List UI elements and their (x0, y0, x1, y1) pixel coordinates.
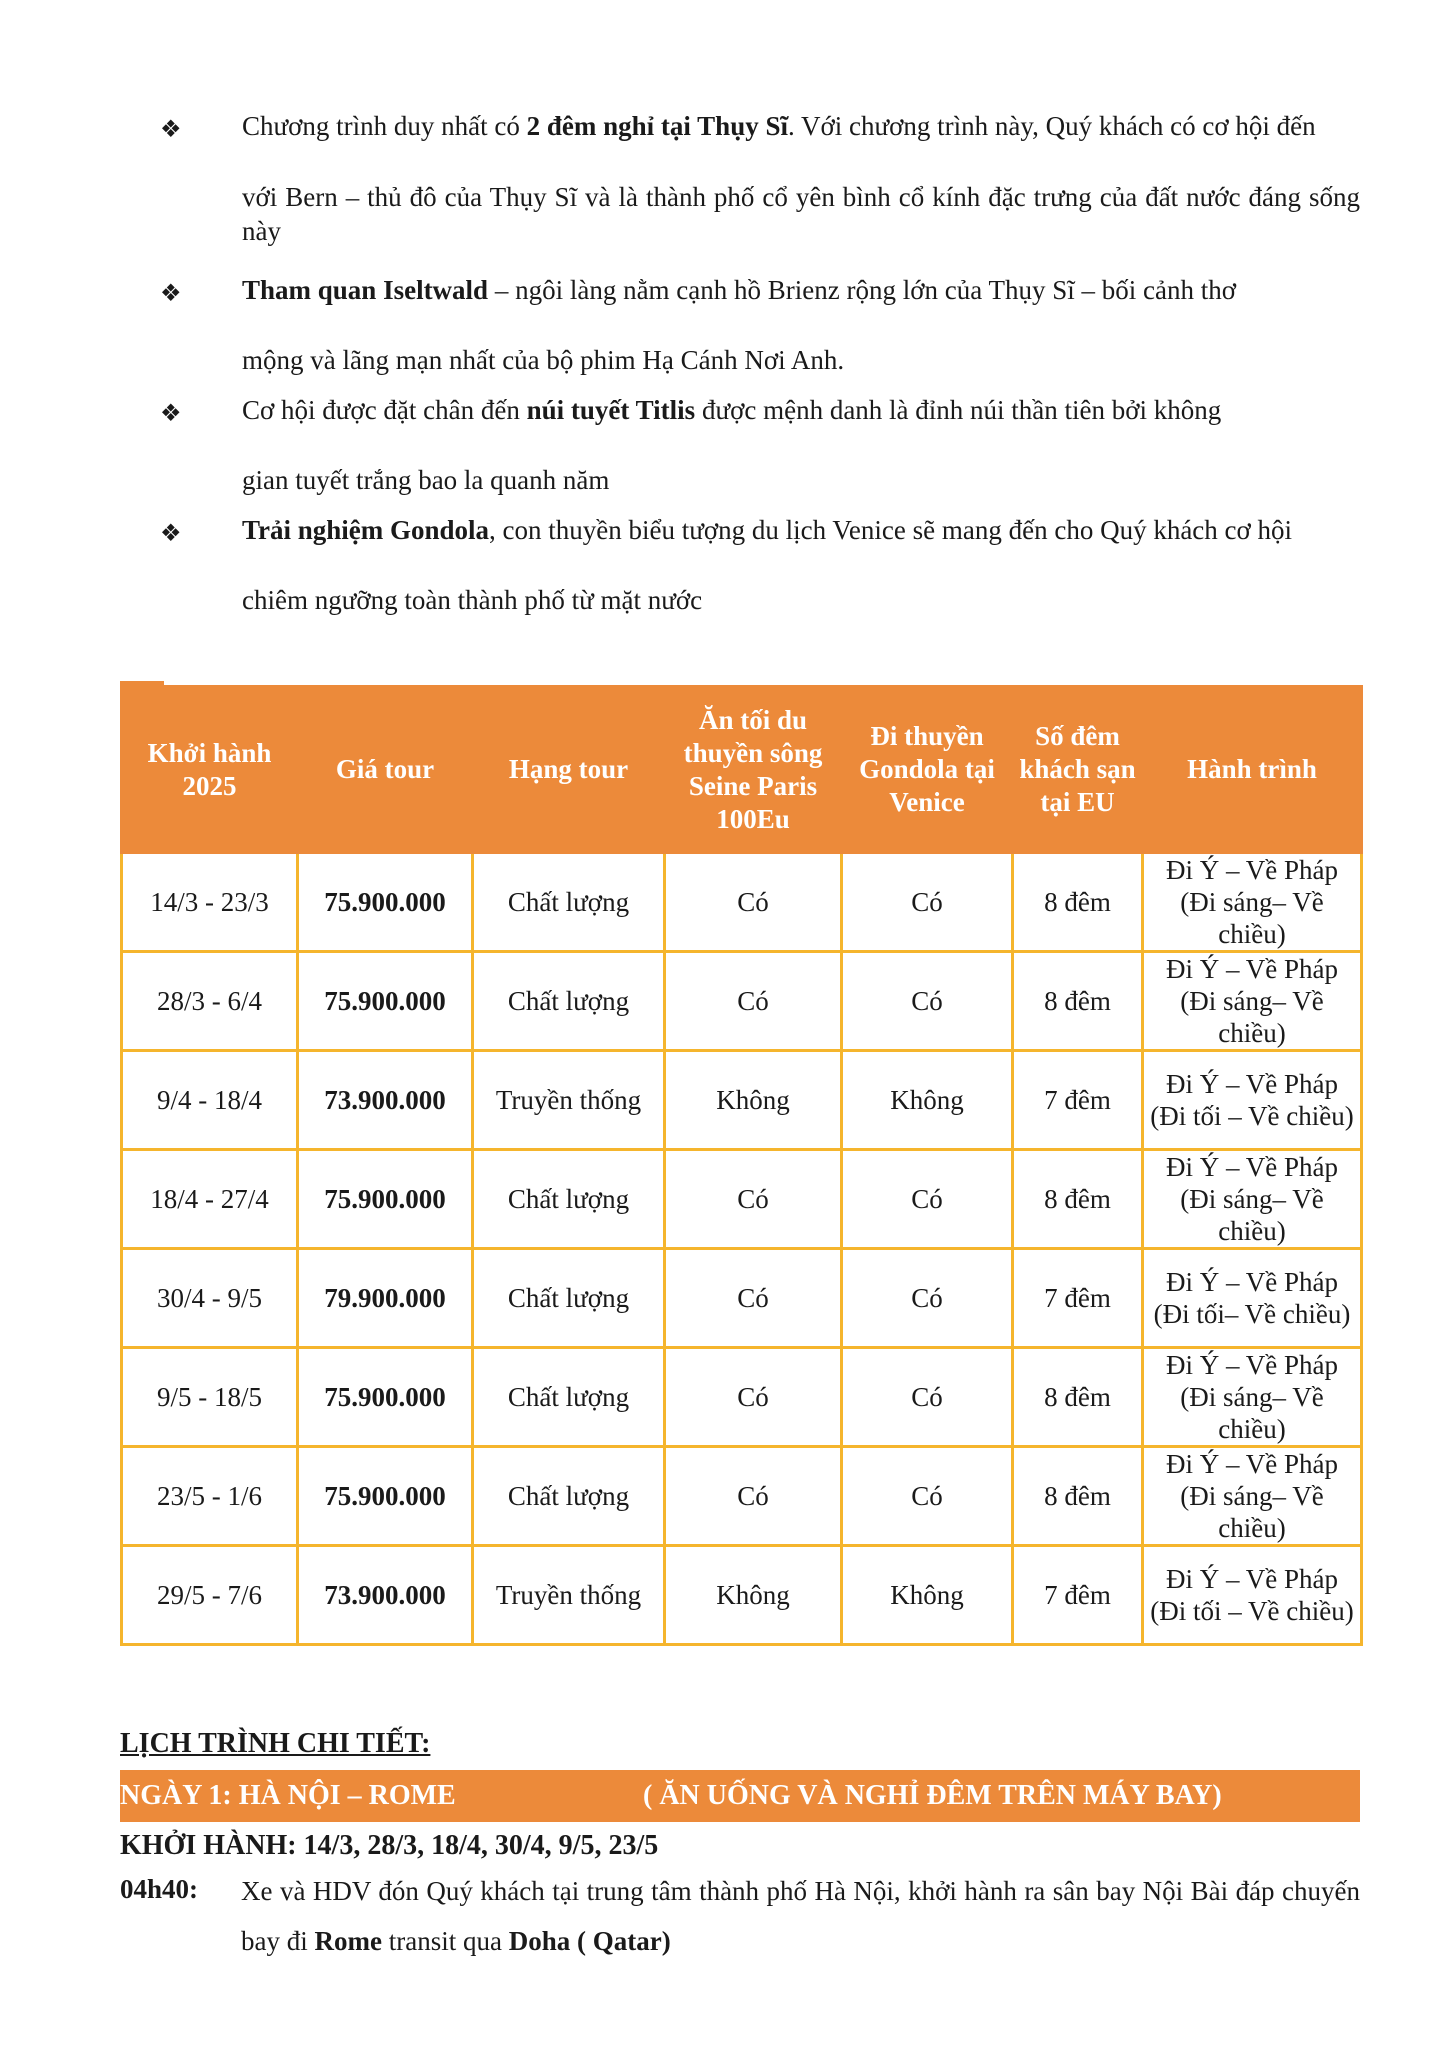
cell-price: 79.900.000 (298, 1249, 473, 1348)
table-row (122, 1051, 1362, 1150)
cell-price: 75.900.000 (298, 952, 473, 1051)
table-row (122, 1249, 1362, 1348)
cell-hotel-nights: 8 đêm (1013, 1150, 1143, 1249)
table-row (122, 1348, 1362, 1447)
highlight-item: ❖ Tham quan Iseltwald – ngôi làng nằm cạnh hồ Brienz rộng lớn của Thụy Sĩ – bối cảnh thơ mộng và lãng mạn nhất của bộ phim Hạ Cánh Nơi Anh. (160, 275, 1236, 375)
cell-departure: 28/3 - 6/4 (122, 952, 298, 1051)
cell-departure: 9/4 - 18/4 (122, 1051, 298, 1150)
highlight-bold: Trải nghiệm Gondola (242, 515, 490, 545)
cell-hotel-nights: 8 đêm (1013, 952, 1143, 1051)
cell-class: Chất lượng (473, 1150, 665, 1249)
itinerary-heading: LỊCH TRÌNH CHI TIẾT: (120, 1728, 431, 1759)
day-1-bar (120, 1770, 1360, 1822)
cell-gondola: Có (842, 1150, 1013, 1249)
header-route: Hành trình (1143, 687, 1362, 853)
cell-hotel-nights: 8 đêm (1013, 1447, 1143, 1546)
cell-seine-dinner: Có (665, 1150, 842, 1249)
table-header-row (122, 687, 1362, 853)
header-seine-dinner: Ăn tối du thuyền sông Seine Paris 100Eu (665, 687, 842, 853)
cell-departure: 23/5 - 1/6 (122, 1447, 298, 1546)
table-row (122, 1150, 1362, 1249)
cell-route: Đi Ý – Về Pháp (Đi sáng– Về chiều) (1143, 952, 1362, 1051)
cell-route: Đi Ý – Về Pháp (Đi sáng– Về chiều) (1143, 1150, 1362, 1249)
highlight-bold: Tham quan Iseltwald (242, 275, 489, 305)
cell-gondola: Không (842, 1546, 1013, 1645)
cell-gondola: Có (842, 853, 1013, 952)
cell-class: Chất lượng (473, 952, 665, 1051)
table-row (122, 1546, 1362, 1645)
header-price: Giá tour (298, 687, 473, 853)
cell-hotel-nights: 8 đêm (1013, 853, 1143, 952)
cell-departure: 14/3 - 23/3 (122, 853, 298, 952)
diamond-bullet-icon: ❖ (160, 521, 182, 547)
cell-seine-dinner: Có (665, 1249, 842, 1348)
cell-class: Truyền thống (473, 1051, 665, 1150)
cell-route: Đi Ý – Về Pháp (Đi tối – Về chiều) (1143, 1546, 1362, 1645)
highlight-bold: 2 đêm nghỉ tại Thụy Sĩ (526, 111, 788, 141)
highlights-list (160, 110, 1360, 616)
cell-departure: 18/4 - 27/4 (122, 1150, 298, 1249)
highlight-item: ❖ Cơ hội được đặt chân đến núi tuyết Titlis được mệnh danh là đỉnh núi thần tiên bởi không gian tuyết trắng bao la quanh năm (160, 395, 1222, 495)
cell-class: Truyền thống (473, 1546, 665, 1645)
cell-route: Đi Ý – Về Pháp (Đi sáng– Về chiều) (1143, 1447, 1362, 1546)
cell-hotel-nights: 8 đêm (1013, 1348, 1143, 1447)
diamond-bullet-icon: ❖ (160, 117, 182, 143)
highlight-item: ❖ Trải nghiệm Gondola, con thuyền biểu tượng du lịch Venice sẽ mang đến cho Quý khách cơ hội chiêm ngưỡng toàn thành phố từ mặt nước (160, 515, 1293, 615)
entry-text: Xe và HDV đón Quý khách tại trung tâm thành phố Hà Nội, khởi hành ra sân bay Nội Bài đáp chuyến bay đi Rome transit qua Doha ( Qatar) (241, 1876, 1360, 1956)
diamond-bullet-icon: ❖ (160, 401, 182, 427)
cell-class: Chất lượng (473, 1447, 665, 1546)
cell-seine-dinner: Không (665, 1051, 842, 1150)
cell-route: Đi Ý – Về Pháp (Đi tối – Về chiều) (1143, 1051, 1362, 1150)
cell-seine-dinner: Có (665, 853, 842, 952)
departure-dates: KHỞI HÀNH: 14/3, 28/3, 18/4, 30/4, 9/5, 23/5 (120, 1830, 659, 1861)
header-gondola: Đi thuyền Gondola tại Venice (842, 687, 1013, 853)
cell-gondola: Có (842, 952, 1013, 1051)
highlight-bold: núi tuyết Titlis (526, 395, 696, 425)
cell-hotel-nights: 7 đêm (1013, 1249, 1143, 1348)
cell-gondola: Có (842, 1249, 1013, 1348)
cell-route: Đi Ý – Về Pháp (Đi sáng– Về chiều) (1143, 1348, 1362, 1447)
cell-seine-dinner: Không (665, 1546, 842, 1645)
cell-hotel-nights: 7 đêm (1013, 1546, 1143, 1645)
entry-time: 04h40: (120, 1874, 199, 1904)
cell-price: 73.900.000 (298, 1051, 473, 1150)
table-row (122, 1447, 1362, 1546)
cell-gondola: Không (842, 1051, 1013, 1150)
cell-route: Đi Ý – Về Pháp (Đi tối– Về chiều) (1143, 1249, 1362, 1348)
cell-price: 75.900.000 (298, 1348, 473, 1447)
cell-departure: 9/5 - 18/5 (122, 1348, 298, 1447)
cell-route: Đi Ý – Về Pháp (Đi sáng– Về chiều) (1143, 853, 1362, 952)
cell-gondola: Có (842, 1447, 1013, 1546)
cell-class: Chất lượng (473, 1249, 665, 1348)
cell-departure: 30/4 - 9/5 (122, 1249, 298, 1348)
highlight-item: ❖ Chương trình duy nhất có 2 đêm nghỉ tại Thụy Sĩ. Với chương trình này, Quý khách có cơ hội đến với Bern – thủ đô của Thụy Sĩ và là thành phố cổ yên bình cổ kính đặc trưng của đất nước đáng sống này (160, 111, 1360, 246)
header-hotel-nights: Số đêm khách sạn tại EU (1013, 687, 1143, 853)
table-row (122, 853, 1362, 952)
table-row (122, 952, 1362, 1051)
day-1-title: NGÀY 1: HÀ NỘI – ROME (120, 1780, 456, 1811)
cell-price: 73.900.000 (298, 1546, 473, 1645)
cell-seine-dinner: Có (665, 1447, 842, 1546)
cell-seine-dinner: Có (665, 952, 842, 1051)
cell-price: 75.900.000 (298, 1447, 473, 1546)
cell-gondola: Có (842, 1348, 1013, 1447)
cell-price: 75.900.000 (298, 1150, 473, 1249)
cell-class: Chất lượng (473, 1348, 665, 1447)
diamond-bullet-icon: ❖ (160, 281, 182, 307)
cell-price: 75.900.000 (298, 853, 473, 952)
header-departure: Khởi hành 2025 (122, 687, 298, 853)
tour-schedule-table (120, 685, 1363, 1646)
cell-seine-dinner: Có (665, 1348, 842, 1447)
cell-class: Chất lượng (473, 853, 665, 952)
cell-departure: 29/5 - 7/6 (122, 1546, 298, 1645)
header-class: Hạng tour (473, 687, 665, 853)
cell-hotel-nights: 7 đêm (1013, 1051, 1143, 1150)
day-1-meals-note: ( ĂN UỐNG VÀ NGHỈ ĐÊM TRÊN MÁY BAY) (643, 1780, 1222, 1811)
